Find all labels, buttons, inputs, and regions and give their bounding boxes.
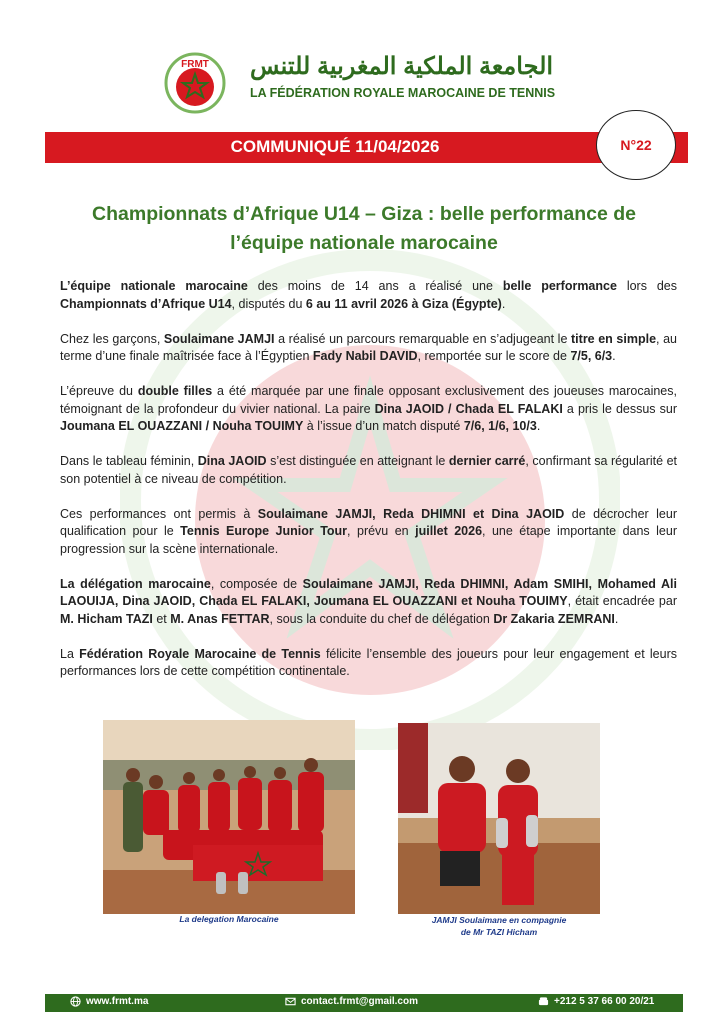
headline <box>50 200 678 258</box>
website-link[interactable]: www.frmt.ma <box>86 996 149 1007</box>
article-body <box>60 278 677 698</box>
article-paragraph <box>60 576 677 629</box>
jamji-photo-caption <box>398 914 600 938</box>
federation-arabic-name: الجامعة الملكية المغربية للتنس <box>250 53 554 80</box>
bold-text: Joumana EL OUAZZANI / Nouha TOUIMY <box>60 419 304 433</box>
footer-website[interactable] <box>70 996 148 1007</box>
bold-text: Dr Zakaria ZEMRANI <box>493 611 615 626</box>
footer-phone[interactable] <box>538 996 654 1007</box>
text: , une étape importante dans leur progression sur la scène internationale. <box>60 524 677 556</box>
team-photo-caption: La delegation Marocaine <box>179 914 279 924</box>
article-paragraph <box>60 278 677 313</box>
text: , disputés du <box>231 296 306 311</box>
text: Dans le tableau féminin, <box>60 454 198 468</box>
text: , confirmant sa régularité et son potentiel à ce niveau de compétition. <box>60 454 677 486</box>
text: L’épreuve du <box>60 384 138 398</box>
text: des moins de 14 ans a réalisé une <box>247 279 503 293</box>
bold-text: 7/5, 6/3 <box>570 349 613 363</box>
bold-text: L’équipe nationale marocaine <box>60 279 248 293</box>
headline-line-2: l’équipe nationale marocaine <box>230 232 498 254</box>
bold-text: dernier carré <box>448 454 526 468</box>
footer-bar <box>45 994 683 1012</box>
bold-text: titre en simple <box>571 331 657 346</box>
text: a pris le dessus sur <box>562 401 677 416</box>
text: a réalisé un parcours remarquable en s’adjugeant le <box>274 331 572 346</box>
text: Chez les garçons, <box>60 331 164 346</box>
phone-icon <box>538 996 549 1007</box>
headline-line-1: Championnats d’Afrique U14 – Giza : belle performance de <box>92 203 636 225</box>
bold-text: Dina JAOID / Chada EL FALAKI <box>374 401 563 416</box>
article-paragraph <box>60 383 677 436</box>
text: . <box>536 419 541 433</box>
text: s’est distinguée en atteignant le <box>266 454 449 468</box>
communique-banner <box>45 132 688 163</box>
article-paragraph <box>60 646 677 681</box>
bold-text: Fédération Royale Marocaine de Tennis <box>79 646 321 661</box>
text: , était encadrée par <box>567 594 677 608</box>
communique-number: N°22 <box>596 110 676 180</box>
jamji-tazi-photo <box>398 723 600 914</box>
bold-text: Dina JAOID <box>197 454 267 468</box>
text: , au terme d’une finale maîtrisée face à l’Égyptien <box>60 331 678 363</box>
article-paragraph <box>60 453 677 488</box>
text: . <box>501 296 506 311</box>
article-paragraph <box>60 331 677 366</box>
text: et <box>152 611 171 626</box>
globe-icon <box>70 996 81 1007</box>
bold-text: La délégation marocaine <box>60 576 211 591</box>
svg-text:FRMT: FRMT <box>181 59 209 70</box>
text: à l’issue d’un match disputé <box>303 419 464 433</box>
envelope-icon <box>285 996 296 1007</box>
bold-text: 6 au 11 avril 2026 à Giza (Égypte) <box>305 296 502 311</box>
bold-text: Soulaimane JAMJI, Reda DHIMNI, Adam SMIHI, Mohamed Ali LAOUIJA, Dina JAOID, Chada EL FALAKI, Joumana EL OUAZZANI et Nouha TOUIMY <box>60 576 678 608</box>
text: , composée de <box>210 576 303 591</box>
bold-text: Fady Nabil DAVID <box>312 349 418 363</box>
text: , prévu en <box>347 524 416 538</box>
jamji-caption-line-2: de Mr TAZI Hicham <box>460 927 538 937</box>
bold-text: juillet 2026 <box>415 524 483 538</box>
bold-text: M. Hicham TAZI <box>60 611 153 626</box>
text: , sous la conduite du chef de délégation <box>269 611 494 626</box>
federation-name: LA FÉDÉRATION ROYALE MAROCAINE DE TENNIS <box>250 86 556 100</box>
text: . <box>612 349 616 363</box>
bold-text: Soulaimane JAMJI <box>163 331 275 346</box>
text: Ces performances ont permis à <box>60 506 258 521</box>
text: La <box>60 646 80 661</box>
bold-text: Championnats d’Afrique U14 <box>60 296 232 311</box>
text: a été marquée par une finale opposant exclusivement des joueuses marocaines, témoignant de la profondeur du vivier national. La paire <box>60 384 677 416</box>
text: lors des <box>616 279 677 293</box>
text: de décrocher leur qualification pour le <box>60 506 677 538</box>
phone-number: +212 5 37 66 00 20/21 <box>554 996 655 1007</box>
text: , remportée sur le score de <box>417 349 571 363</box>
bold-text: Soulaimane JAMJI, Reda DHIMNI et Dina JAOID <box>257 506 565 521</box>
frmt-logo <box>164 52 226 114</box>
team-photo <box>103 720 355 914</box>
bold-text: belle performance <box>502 279 617 293</box>
email-link[interactable]: contact.frmt@gmail.com <box>301 996 418 1007</box>
text: félicite l’ensemble des joueurs pour leur engagement et leurs performances lors de cette compétition continentale. <box>60 646 677 678</box>
footer-email[interactable] <box>285 996 418 1007</box>
communique-title: COMMUNIQUÉ 11/04/2026 <box>230 137 440 156</box>
bold-text: double filles <box>137 384 213 398</box>
jamji-caption-line-1: JAMJI Soulaimane en compagnie <box>431 915 567 925</box>
bold-text: Tennis Europe Junior Tour <box>180 524 348 538</box>
bold-text: 7/6, 1/6, 10/3 <box>463 419 537 433</box>
article-paragraph <box>60 506 677 559</box>
bold-text: M. Anas FETTAR <box>170 611 270 626</box>
text: . <box>614 611 619 626</box>
